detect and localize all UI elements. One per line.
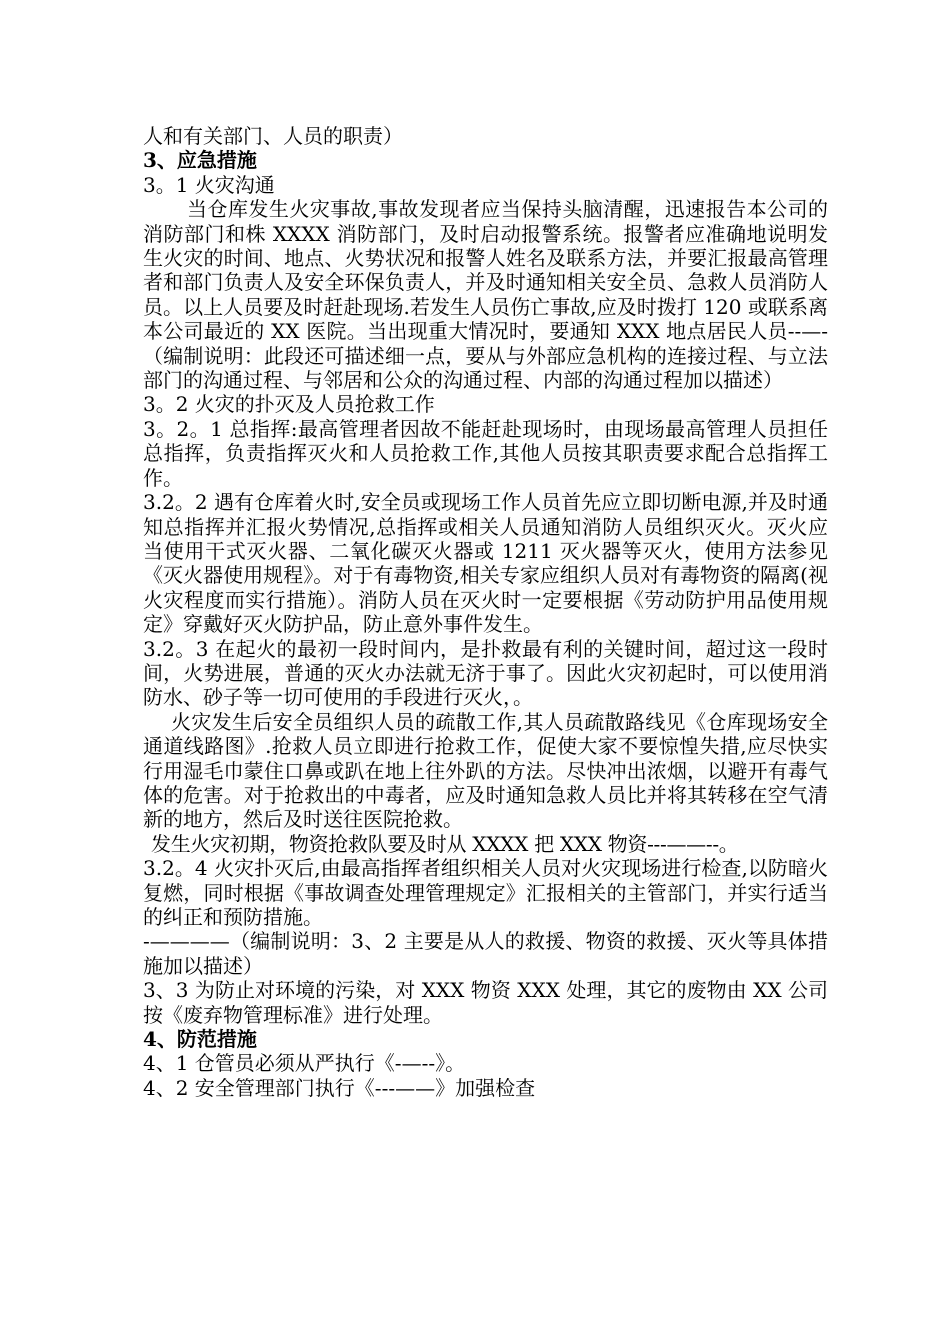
paragraph-prevention-4-2: 4、2 安全管理部门执行《---——》加强检查 (143, 1075, 536, 1100)
paragraph-after-extinguish: 3.2。4 火灾扑灭后,由最高指挥者组织相关人员对火灾现场进行检查,以防暗火复燃，同时根据《事故调查处理管理规定》汇报相关的主管部门，并实行适当的纠正和预防措施。 (143, 856, 828, 929)
paragraph-commander: 3。2。1 总指挥:最高管理者因故不能赶赴现场时，由现场最高管理人员担任总指挥，负责指挥灭火和人员抢救工作,其他人员按其职责要求配合总指挥工作。 (143, 416, 828, 490)
paragraph-responsibilities-end: 人和有关部门、人员的职责） (143, 124, 403, 148)
subheading-fire-communication: 3。1 火灾沟通 (143, 172, 275, 197)
section-heading-prevention: 4、防范措施 (143, 1027, 257, 1052)
paragraph-prevention-4-1: 4、1 仓管员必须从严执行《-—--》。 (143, 1051, 466, 1076)
paragraph-material-rescue: 发生火灾初期，物资抢救队要及时从 XXXX 把 XXX 物资---——--。 (151, 831, 739, 856)
paragraph-fire-communication: 当仓库发生火灾事故,事故发现者应当保持头脑清醒，迅速报告本公司的消防部门和株 XXXX 消防部门，及时启动报警系统。报警者应准确地说明发生火灾的时间、地点、火势状况和报警人姓名及联系方法，并要汇报最高管理者和部门负责人及安全环保负责人，并及时通知相关安全员、急救人员消防人员。以上人员要及时赶赴现场.若发生人员伤亡事故,应及时拨打 120 或联系离本公司最近的 XX 医院。当出现重大情况时，要通知 XXX 地点居民人员--—-（编制说明：此段还可描述细一点，要从与外部应急机构的连接过程、与立法部门的沟通过程、与邻居和公众的沟通过程、内部的沟通过程加以描述） (143, 197, 828, 393)
section-heading-emergency-measures: 3、应急措施 (143, 148, 257, 173)
paragraph-editing-note: -————（编制说明：3、2 主要是从人的救援、物资的救援、灭火等具体措施加以描述） (143, 929, 828, 978)
paragraph-evacuation: 火灾发生后安全员组织人员的疏散工作,其人员疏散路线见《仓库现场安全通道线路图》.抢救人员立即进行抢救工作，促使大家不要惊惶失措,应尽快实行用湿毛巾蒙住口鼻或趴在地上往外趴的方法。尽快冲出浓烟，以避开有毒气体的危害。对于抢救出的中毒者，应及时通知急救人员比并将其转移在空气清新的地方，然后及时送往医院抢救。 (143, 709, 828, 832)
paragraph-warehouse-fire: 3.2。2 遇有仓库着火时,安全员或现场工作人员首先应立即切断电源,并及时通知总指挥并汇报火势情况,总指挥或相关人员通知消防人员组织灭火。灭火应当使用干式灭火器、二氧化碳灭火器或 1211 灭火器等灭火，使用方法参见《灭火器使用规程》。对于有毒物资,相关专家应组织人员对有毒物资的隔离(视火灾程度而实行措施）。消防人员在灭火时一定要根据《劳动防护用品使用规定》穿戴好灭火防护品，防止意外事件发生。 (143, 490, 828, 637)
document-page (143, 124, 828, 1100)
paragraph-initial-fire: 3.2。3 在起火的最初一段时间内，是扑救最有利的关键时间，超过这一段时间，火势进展，普通的灭火办法就无济于事了。因此火灾初起时，可以使用消防水、砂子等一切可使用的手段进行灭火，。 (143, 636, 828, 710)
paragraph-environment-protection: 3、3 为防止对环境的污染，对 XXX 物资 XXX 处理，其它的废物由 XX 公司按《废弃物管理标准》进行处理。 (143, 978, 828, 1027)
subheading-fire-extinguishing-rescue: 3。2 火灾的扑灭及人员抢救工作 (143, 392, 435, 417)
